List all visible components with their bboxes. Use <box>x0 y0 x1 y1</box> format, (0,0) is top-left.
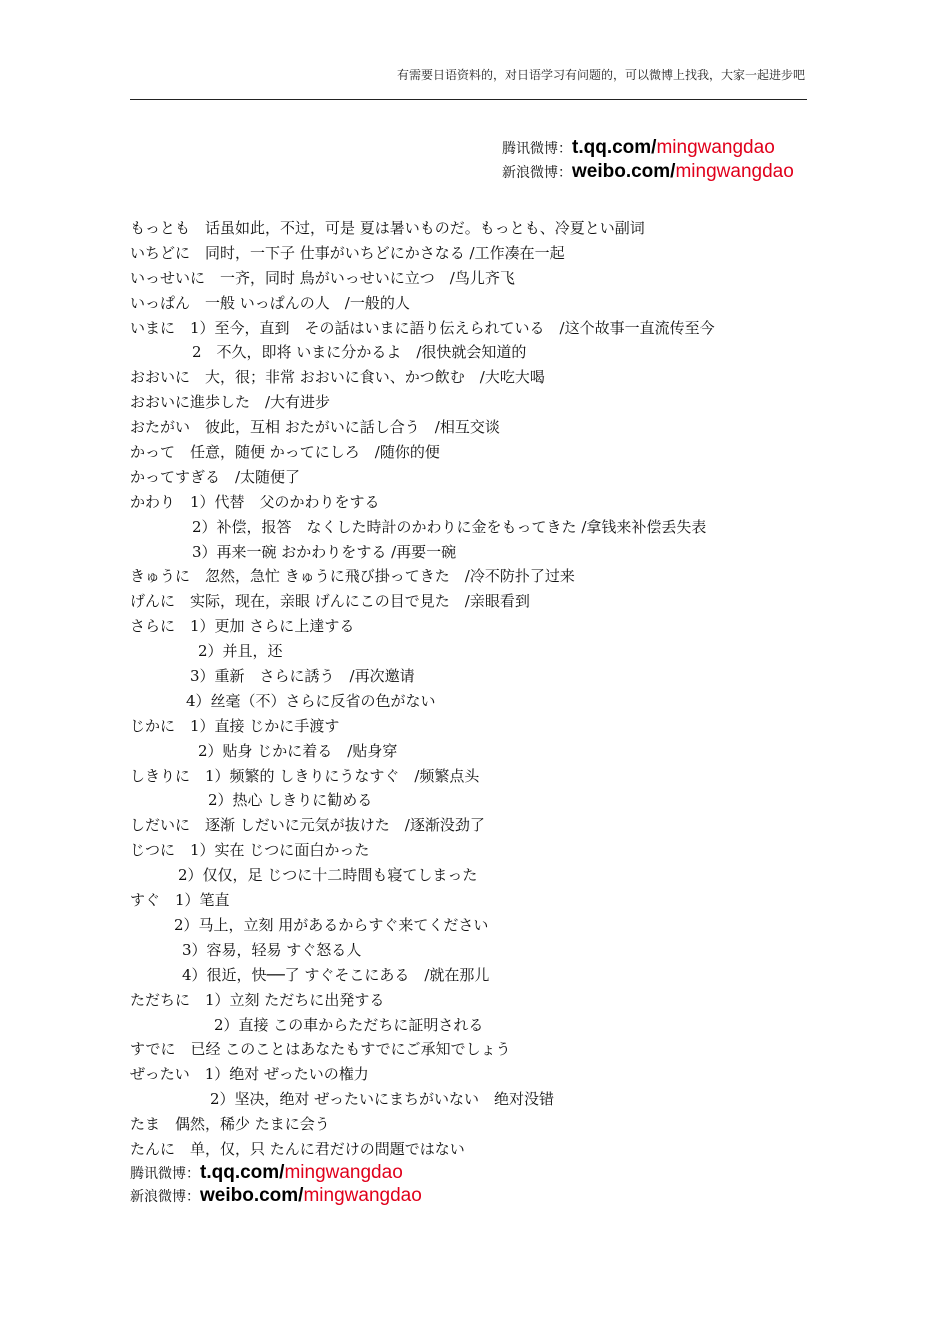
weibo-contacts-top <box>502 136 794 184</box>
vocab-entry-sense: 2）直接 この車からただちに証明される <box>214 1015 484 1034</box>
vocab-entry-sense: 4）很近，快──了 すぐそこにある /就在那儿 <box>182 965 490 984</box>
vocab-entry-sense: 2）仅仅，足 じつに十二時間も寝てしまった <box>178 866 478 885</box>
adverb-vocabulary-list <box>130 216 830 1162</box>
weibo-contacts-bottom <box>130 1161 422 1207</box>
vocab-entry-sense: 3）再来一碗 おかわりをする /再要一碗 <box>192 542 457 561</box>
tencent-weibo-label: 腾讯微博： <box>130 1166 200 1182</box>
vocab-entry: げんに 实际，现在，亲眼 げんにこの目で見た /亲眼看到 <box>130 592 530 611</box>
vocab-entry: じかに 1）直接 じかに手渡す <box>130 716 340 735</box>
vocab-entry-sense: 2 不久，即将 いまに分かるよ /很快就会知道的 <box>192 343 527 362</box>
tencent-weibo-handle[interactable]: mingwangdao <box>656 137 775 158</box>
vocab-entry: かわり 1）代替 父のかわりをする <box>130 492 380 511</box>
header-divider <box>130 99 807 100</box>
sina-weibo-url[interactable]: weibo.com/ <box>572 161 676 182</box>
vocab-entry: かって 任意，随便 かってにしろ /随你的便 <box>130 443 440 462</box>
vocab-entry: おたがい 彼此，互相 おたがいに話し合う /相互交谈 <box>130 418 500 437</box>
sina-weibo-handle[interactable]: mingwangdao <box>303 1185 422 1206</box>
tencent-weibo-handle[interactable]: mingwangdao <box>284 1162 403 1183</box>
vocab-entry: おおいに進歩した /大有进步 <box>130 393 331 412</box>
vocab-entry: たま 偶然，稀少 たまに会う <box>130 1115 330 1134</box>
vocab-entry: いっせいに 一齐，同时 鳥がいっせいに立つ /鸟儿齐飞 <box>130 268 515 287</box>
vocab-entry-sense: 2）并且，还 <box>198 642 283 661</box>
vocab-entry: いちどに 同时，一下子 仕事がいちどにかさなる /工作凑在一起 <box>130 243 565 262</box>
tencent-weibo-url[interactable]: t.qq.com/ <box>572 137 657 158</box>
vocab-entry: ぜったい 1）绝对 ぜったいの権力 <box>130 1065 369 1084</box>
vocab-entry: おおいに 大，很；非常 おおいに食い、かつ飲む /大吃大喝 <box>130 368 545 387</box>
sina-weibo-line <box>502 160 794 184</box>
vocab-entry-sense: 2）热心 しきりに勧める <box>208 791 373 810</box>
sina-weibo-label: 新浪微博： <box>130 1189 200 1205</box>
vocab-entry: もっとも 话虽如此，不过，可是 夏は暑いものだ。もっとも、冷夏とい副词 <box>130 219 645 237</box>
vocab-entry: かってすぎる /太随便了 <box>130 467 301 486</box>
sina-weibo-line <box>130 1184 422 1207</box>
vocab-entry: さらに 1）更加 さらに上達する <box>130 617 355 636</box>
vocab-entry-sense: 4）丝毫（不）さらに反省の色がない <box>186 691 436 710</box>
tencent-weibo-line <box>130 1161 422 1184</box>
vocab-entry: いっぱん 一般 いっぱんの人 /一般的人 <box>130 293 410 312</box>
tencent-weibo-line <box>502 136 794 160</box>
header-note: 有需要日语资料的，对日语学习有问题的，可以微博上找我，大家一起进步吧 <box>396 68 805 82</box>
vocab-entry-sense: 2）补偿，报答 なくした時計のかわりに金をもってきた /拿钱来补偿丢失表 <box>192 517 707 536</box>
vocab-entry-sense: 2）坚决，绝对 ぜったいにまちがいない 绝对没错 <box>210 1090 555 1109</box>
vocab-entry-sense: 3）容易，轻易 すぐ怒る人 <box>182 940 362 959</box>
sina-weibo-handle[interactable]: mingwangdao <box>675 161 794 182</box>
vocab-entry: きゅうに 忽然，急忙 きゅうに飛び掛ってきた /冷不防扑了过来 <box>130 567 575 586</box>
vocab-entry-sense: 3）重新 さらに誘う /再次邀请 <box>190 667 415 686</box>
vocab-entry: しだいに 逐渐 しだいに元気が抜けた /逐渐没劲了 <box>130 816 485 835</box>
vocab-entry: すぐ 1）笔直 <box>130 891 230 910</box>
tencent-weibo-url[interactable]: t.qq.com/ <box>200 1162 285 1183</box>
vocab-entry: いまに 1）至今，直到 その話はいまに語り伝えられている /这个故事一直流传至今 <box>130 318 715 337</box>
vocab-entry: じつに 1）实在 じつに面白かった <box>130 841 370 860</box>
vocab-entry: すでに 已经 このことはあなたもすでにご承知でしょう <box>130 1040 511 1059</box>
sina-weibo-label: 新浪微博： <box>502 165 572 181</box>
vocab-entry: ただちに 1）立刻 ただちに出発する <box>130 990 385 1009</box>
sina-weibo-url[interactable]: weibo.com/ <box>200 1185 304 1206</box>
vocab-entry-sense: 2）贴身 じかに着る /贴身穿 <box>198 741 398 760</box>
vocab-entry: しきりに 1）频繁的 しきりにうなすぐ /频繁点头 <box>130 766 480 785</box>
vocab-entry: たんに 单，仅，只 たんに君だけの問題ではない <box>130 1139 465 1158</box>
tencent-weibo-label: 腾讯微博： <box>502 141 572 157</box>
vocab-entry-sense: 2）马上，立刻 用があるからすぐ来てください <box>174 915 489 934</box>
